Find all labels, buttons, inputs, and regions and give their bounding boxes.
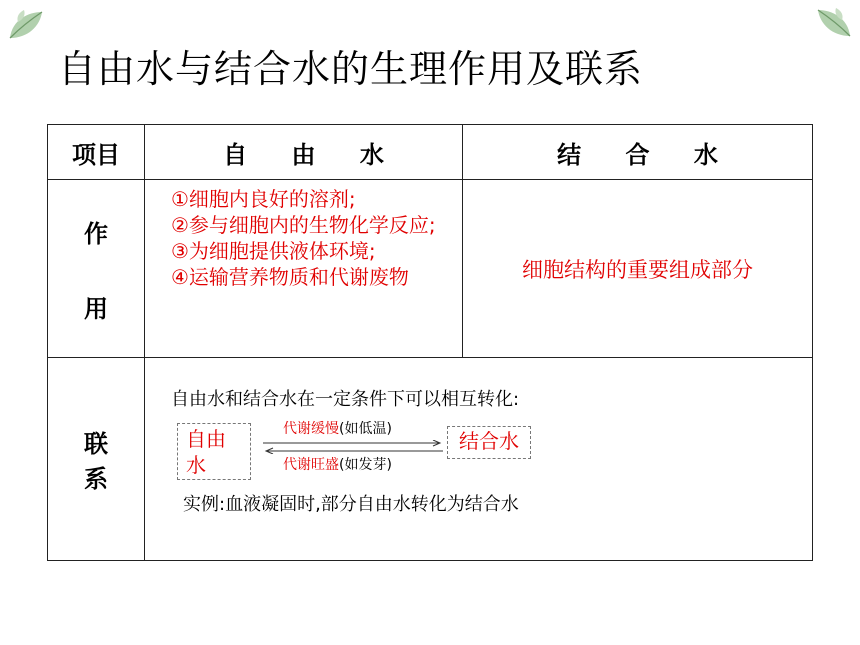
table-header-row xyxy=(48,125,813,180)
free-water-item: ①细胞内良好的溶剂; xyxy=(171,187,356,211)
arrow-label-top xyxy=(283,418,392,438)
comparison-table xyxy=(47,124,813,561)
free-water-item: ③为细胞提供液体环境; xyxy=(171,239,376,263)
row-label-relation-bottom: 系 xyxy=(84,465,108,493)
free-water-functions xyxy=(145,180,463,358)
table-row-relation xyxy=(48,358,813,561)
arrow-label-bottom-note: (如发芽) xyxy=(339,457,392,473)
free-water-box-line1: 自由 xyxy=(186,427,226,451)
row-label-function-top: 作 xyxy=(84,219,108,248)
free-water-box-line2: 水 xyxy=(186,453,206,477)
row-label-relation xyxy=(48,358,145,561)
leaf-icon-left xyxy=(6,8,46,42)
bound-water-function: 细胞结构的重要组成部分 xyxy=(463,180,813,358)
table-row-function xyxy=(48,180,813,358)
header-item: 项目 xyxy=(48,125,145,180)
arrow-label-top-red: 代谢缓慢 xyxy=(283,421,339,437)
header-free-water: 自 由 水 xyxy=(145,125,463,180)
arrow-label-bottom xyxy=(283,454,392,474)
row-label-relation-top: 联 xyxy=(84,430,108,458)
row-label-function xyxy=(48,180,145,358)
bound-water-box: 结合水 xyxy=(447,426,531,459)
relation-content xyxy=(145,358,813,561)
arrow-label-bottom-red: 代谢旺盛 xyxy=(283,457,339,473)
relation-example: 实例:血液凝固时,部分自由水转化为结合水 xyxy=(183,494,519,515)
page-title: 自由水与结合水的生理作用及联系 xyxy=(58,47,644,91)
row-label-function-bottom: 用 xyxy=(84,294,108,323)
relation-intro: 自由水和结合水在一定条件下可以相互转化: xyxy=(171,389,520,410)
free-water-item: ②参与细胞内的生物化学反应; xyxy=(171,213,436,237)
header-bound-water: 结 合 水 xyxy=(463,125,813,180)
free-water-item: ④运输营养物质和代谢废物 xyxy=(171,265,409,289)
leaf-icon-right xyxy=(812,6,854,40)
free-water-box xyxy=(177,423,251,480)
conversion-arrows-icon xyxy=(261,440,445,454)
arrow-label-top-note: (如低温) xyxy=(339,421,392,437)
